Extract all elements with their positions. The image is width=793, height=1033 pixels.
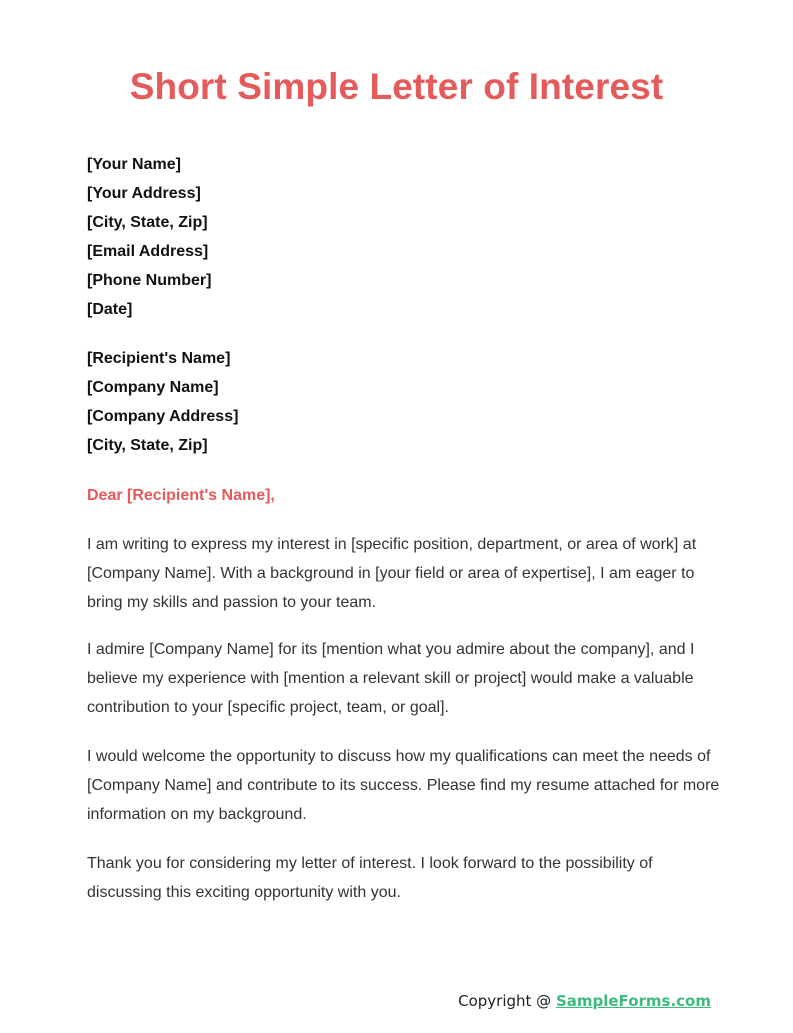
salutation: Dear [Recipient's Name], — [87, 487, 275, 504]
sender-address-block — [87, 150, 727, 324]
copyright-label: Copyright @ — [458, 992, 556, 1010]
recipient-company-address: [Company Address] — [87, 408, 239, 425]
page-title: Short Simple Letter of Interest — [129, 66, 664, 107]
sender-email: [Email Address] — [87, 243, 209, 260]
sender-phone: [Phone Number] — [87, 272, 212, 289]
copyright-footer — [458, 992, 711, 1010]
letter-date: [Date] — [87, 301, 133, 318]
recipient-address-block — [87, 344, 727, 460]
sender-city-state-zip: [City, State, Zip] — [87, 214, 208, 231]
sender-name: [Your Name] — [87, 156, 181, 173]
body-paragraph: I would welcome the opportunity to discuss how my qualifications can meet the needs of [Company Name] and contribute to its success. Please find my resume attached for more information on my background. — [87, 748, 720, 823]
body-paragraph: I am writing to express my interest in [specific position, department, or area of work] at [Company Name]. With a background in [your field or area of expertise], I am eager to bring my skills and passion to your team. — [87, 536, 697, 611]
body-paragraph: I admire [Company Name] for its [mention what you admire about the company], and I believe my experience with [mention a relevant skill or project] would make a valuable contribution to your [specific project, team, or goal]. — [87, 641, 695, 716]
recipient-city-state-zip: [City, State, Zip] — [87, 437, 208, 454]
recipient-name: [Recipient's Name] — [87, 350, 231, 367]
sender-address: [Your Address] — [87, 185, 201, 202]
brand-link[interactable]: SampleForms.com — [555, 992, 711, 1010]
recipient-company: [Company Name] — [87, 379, 219, 396]
body-paragraph: Thank you for considering my letter of interest. I look forward to the possibility of discussing this exciting opportunity with you. — [87, 855, 653, 901]
